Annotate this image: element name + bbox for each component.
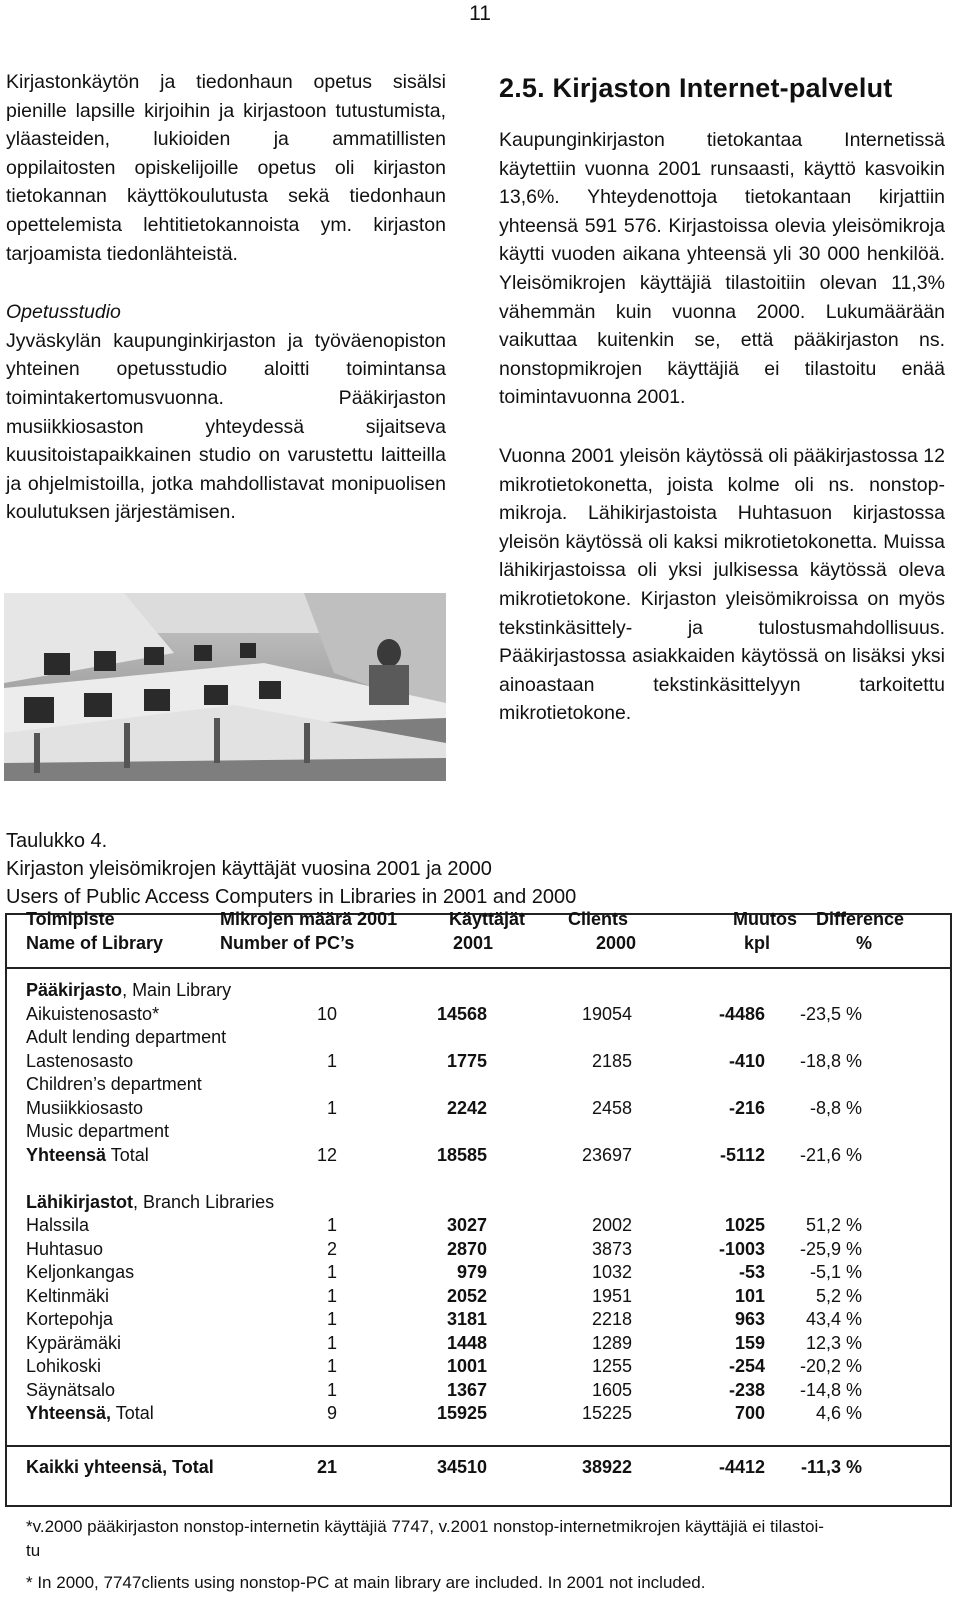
table-row-subname: Children’s department: [26, 1074, 202, 1094]
cell-pcs: 1: [326, 1356, 337, 1376]
statistics-table: [5, 909, 952, 1507]
cell-change: -5112: [719, 1144, 765, 1165]
branch-total-label: [26, 1401, 154, 1425]
cell-clients: 38922: [581, 1457, 632, 1477]
classroom-photo: [4, 593, 446, 781]
cell-pct: 5,2 %: [815, 1285, 862, 1306]
cell-pcs: 1: [326, 1097, 337, 1118]
cell-clients: 2218: [591, 1309, 632, 1329]
intro-paragraph: Kirjastonkäytön ja tiedonhaun opetus sisälsi pienille lapsille kirjoihin ja kirjastoon tutustumista, yläasteiden, lukioiden ja ammatillisten oppilaitosten opiskelijoille opetus oli kirjaston tietokannan käyttökoulutusta sekä tiedonhaun opettelemista lehtitietokannoista ym. kirjaston tarjoamista tiedonlähteistä.: [6, 71, 446, 265]
cell-change: 700: [734, 1403, 765, 1423]
header-pcs-en: Number of PC’s: [220, 933, 355, 953]
table-row-name: Kortepohja: [26, 1309, 114, 1329]
cell-change: 159: [734, 1332, 765, 1353]
opetusstudio-heading: Opetusstudio: [6, 301, 121, 324]
table-row-subname: Music department: [26, 1121, 170, 1141]
header-divider: [7, 967, 950, 969]
section-branch-libraries-bold: Lähikirjastot: [26, 1191, 134, 1212]
cell-users: 2870: [446, 1238, 487, 1259]
cell-clients: 2185: [591, 1050, 632, 1071]
header-pcs-fi: Mikrojen määrä 2001: [220, 909, 398, 929]
cell-clients: 1255: [591, 1356, 632, 1376]
cell-pcs: 21: [316, 1457, 337, 1477]
cell-users: 18585: [436, 1144, 487, 1165]
table-caption: [6, 827, 576, 911]
caption-line-2: Kirjaston yleisömikrojen käyttäjät vuosina 2001 ja 2000: [6, 858, 492, 880]
cell-users: 3181: [446, 1309, 487, 1329]
header-library-fi: Toimipiste: [26, 909, 115, 929]
cell-change: -4486: [718, 1003, 765, 1024]
cell-pct: -8,8 %: [809, 1097, 862, 1118]
cell-users: 3027: [446, 1215, 487, 1235]
table-row-name: Huhtasuo: [26, 1238, 104, 1259]
section-branch-libraries: [26, 1190, 274, 1214]
table-row-name: Aikuistenosasto*: [26, 1003, 160, 1024]
cell-pct: -23,5 %: [799, 1003, 862, 1024]
cell-users: 34510: [436, 1457, 487, 1477]
cell-pcs: 9: [326, 1403, 337, 1423]
cell-clients: 1605: [591, 1379, 632, 1400]
header-difference: Difference: [816, 909, 905, 929]
cell-users: 14568: [436, 1003, 487, 1024]
cell-clients: 1289: [591, 1332, 632, 1353]
cell-users: 2052: [446, 1285, 487, 1306]
cell-users: 1001: [446, 1356, 487, 1376]
branch-total-label-bold: Yhteensä,: [26, 1403, 112, 1423]
cell-clients: 2002: [591, 1215, 632, 1235]
cell-change: -254: [728, 1356, 765, 1376]
cell-change: -4412: [718, 1457, 765, 1477]
cell-pcs: 12: [316, 1144, 337, 1165]
cell-change: 963: [734, 1309, 765, 1329]
cell-pcs: 1: [326, 1379, 337, 1400]
caption-line-1: Taulukko 4.: [6, 830, 108, 852]
header-users: Käyttäjät: [449, 909, 526, 929]
header-library-en: Name of Library: [26, 933, 164, 953]
cell-pcs: 1: [326, 1262, 337, 1282]
header-change-unit: kpl: [744, 933, 771, 953]
cell-clients: 15225: [581, 1403, 632, 1423]
cell-pct: -5,1 %: [809, 1262, 862, 1282]
table-row-name: Lohikoski: [26, 1356, 102, 1376]
cell-users: 2242: [446, 1097, 487, 1118]
cell-users: 979: [456, 1262, 487, 1282]
cell-pct: 12,3 %: [805, 1332, 862, 1353]
internet-paragraph-2: Vuonna 2001 yleisön käytössä oli pääkirjastossa 12 mikrotietokonetta, joista kolme oli ns. nonstop-mikroja. Lähikirjastoista Huhtasuon kirjastossa yleisön käytössä oli kaksi mikrotietokonetta. Muissa lähikirjastoissa oli yksi julkisessa käytössä oleva mikrotietokone. Kirjaston yleisömikroissa on myös tekstinkäsittely- ja tulostusmahdollisuus. Pääkirjastossa asiakkaiden käytössä on lisäksi yksi ainoastaan tekstinkäsittelyyn tarkoitettu mikrotietokone.: [499, 444, 945, 725]
cell-pcs: 1: [326, 1050, 337, 1071]
left-column: [6, 68, 446, 527]
cell-pcs: 2: [326, 1238, 337, 1259]
table-row-name: Musiikkiosasto: [26, 1097, 144, 1118]
caption-line-3: Users of Public Access Computers in Libraries in 2001 and 2000: [6, 886, 577, 908]
cell-clients: 19054: [581, 1003, 632, 1024]
cell-pct: -20,2 %: [799, 1356, 862, 1376]
cell-users: 1775: [446, 1050, 487, 1071]
cell-clients: 2458: [591, 1097, 632, 1118]
cell-pct: -18,8 %: [799, 1050, 862, 1071]
studio-paragraph: Jyväskylän kaupunginkirjaston ja työväenopiston yhteinen opetusstudio aloitti toimintansa toimintakertomusvuonna. Pääkirjaston musiikkiosaston yhteydessä sijaitseva kuusitoistapaikkainen studio on varustettu laitteilla ja ohjelmistoilla, jotka mahdollistavat monipuolisen koulutuksen järjestämisen.: [6, 329, 446, 524]
section-main-library: [26, 978, 231, 1002]
section-branch-libraries-rest: , Branch Libraries: [133, 1191, 275, 1212]
cell-pct: 51,2 %: [805, 1215, 862, 1235]
main-total-label: [26, 1143, 149, 1167]
cell-change: -238: [728, 1379, 765, 1400]
footnote-fi-line-2: tu: [26, 1541, 41, 1560]
footnote-en: * In 2000, 7747clients using nonstop-PC at main library are included. In 2001 not included.: [26, 1573, 706, 1592]
page-number: 11: [469, 2, 491, 25]
table-row-subname: Adult lending department: [26, 1027, 227, 1047]
cell-pcs: 1: [326, 1215, 337, 1235]
cell-change: -1003: [718, 1238, 765, 1259]
cell-change: -410: [728, 1050, 765, 1071]
cell-pct: -25,9 %: [799, 1238, 862, 1259]
cell-change: 1025: [724, 1215, 765, 1235]
section-main-rest: , Main Library: [122, 980, 232, 1000]
cell-clients: 3873: [591, 1238, 632, 1259]
cell-pcs: 1: [326, 1309, 337, 1329]
table-row-name: Keltinmäki: [26, 1285, 110, 1306]
cell-pcs: 10: [316, 1003, 337, 1024]
header-clients: Clients: [568, 909, 629, 929]
cell-pct: -11,3 %: [800, 1457, 862, 1477]
cell-clients: 1951: [591, 1285, 632, 1306]
section-heading: 2.5. Kirjaston Internet-palvelut: [499, 73, 893, 103]
internet-paragraph-1: Kaupunginkirjaston tietokantaa Internetissä käytettiin vuonna 2001 runsaasti, käyttö kasvoikin 13,6%. Yhteydenottoja tietokantaan kirjattiin yhteensä 591 576. Kirjastoissa olevia yleisömikroja käytti vuoden aikana yhteensä yli 30 000 henkilöä. Yleisömikrojen käyttäjiä tilastoitiin olevan 11,3% vähemmän kuin vuonna 2000. Lukumäärään vaikuttaa kuitenkin se, että pääkirjaston ns. nonstopmikrojen käyttäjiä ei tilastoitu enää toimintavuonna 2001.: [499, 129, 945, 409]
cell-pct: 4,6 %: [815, 1403, 862, 1423]
cell-pcs: 1: [326, 1285, 337, 1306]
cell-pct: -21,6 %: [799, 1144, 862, 1165]
table-row-name: Kypärämäki: [26, 1332, 122, 1353]
section-main-bold: Pääkirjasto: [26, 980, 123, 1000]
main-total-label-rest: Total: [106, 1144, 149, 1165]
cell-users: 15925: [436, 1403, 487, 1423]
cell-users: 1367: [446, 1379, 487, 1400]
table-row-name: Keljonkangas: [26, 1262, 135, 1282]
header-users-year: 2001: [453, 933, 494, 953]
total-divider: [7, 1445, 950, 1447]
cell-change: -53: [738, 1262, 765, 1282]
header-change: Muutos: [733, 909, 797, 929]
header-clients-year: 2000: [596, 933, 637, 953]
cell-change: 101: [734, 1285, 765, 1306]
table-row-name: Halssila: [26, 1215, 90, 1235]
footnote-fi: [26, 1515, 956, 1563]
cell-clients: 1032: [591, 1262, 632, 1282]
table-row-name: Säynätsalo: [26, 1379, 116, 1400]
branch-total-label-rest: Total: [111, 1403, 154, 1423]
table-row-name: Lastenosasto: [26, 1050, 134, 1071]
main-total-label-bold: Yhteensä: [26, 1144, 107, 1165]
cell-pct: 43,4 %: [805, 1309, 862, 1329]
footnote-fi-line-1: *v.2000 pääkirjaston nonstop-internetin käyttäjiä 7747, v.2001 nonstop-internetmikrojen käyttäjiä ei tilastoi-: [26, 1517, 824, 1536]
cell-pcs: 1: [326, 1332, 337, 1353]
cell-pct: -14,8 %: [799, 1379, 862, 1400]
cell-clients: 23697: [581, 1144, 632, 1165]
right-column: [499, 68, 945, 728]
grand-total-label: Kaikki yhteensä, Total: [26, 1457, 214, 1477]
header-difference-unit: %: [856, 933, 873, 953]
cell-change: -216: [728, 1097, 765, 1118]
cell-users: 1448: [446, 1332, 487, 1353]
